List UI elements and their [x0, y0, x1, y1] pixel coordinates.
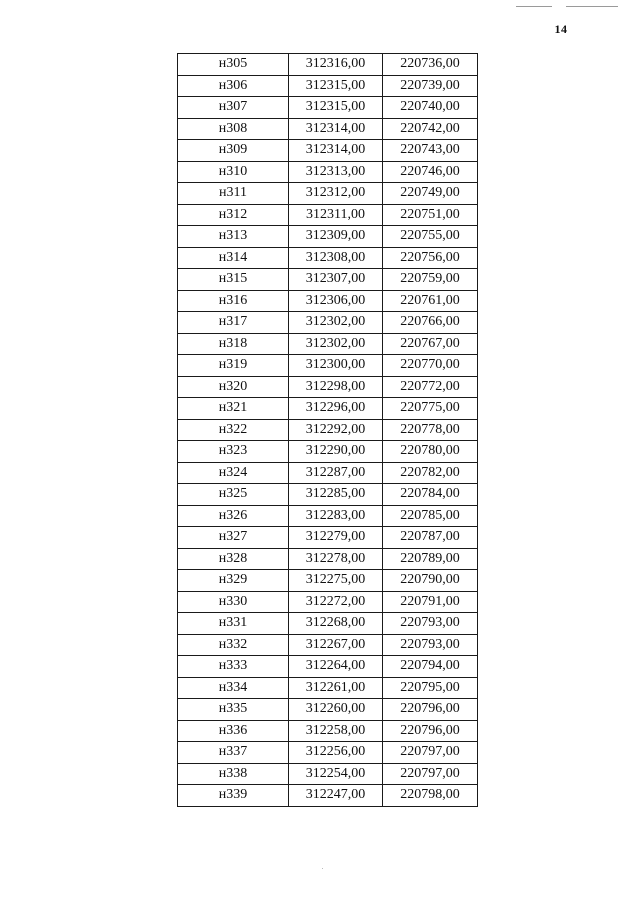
x-coordinate-cell: 312290,00: [289, 441, 383, 463]
table-row: [178, 699, 478, 721]
table-row: [178, 419, 478, 441]
point-id-cell: н330: [178, 591, 289, 613]
table-row: [178, 527, 478, 549]
table-row: [178, 204, 478, 226]
y-coordinate-cell: 220797,00: [383, 763, 478, 785]
x-coordinate-cell: 312278,00: [289, 548, 383, 570]
table-row: [178, 763, 478, 785]
point-id-cell: н328: [178, 548, 289, 570]
point-id-cell: н322: [178, 419, 289, 441]
table-row: [178, 441, 478, 463]
table-row: [178, 75, 478, 97]
table-row: [178, 161, 478, 183]
x-coordinate-cell: 312292,00: [289, 419, 383, 441]
y-coordinate-cell: 220739,00: [383, 75, 478, 97]
x-coordinate-cell: 312261,00: [289, 677, 383, 699]
x-coordinate-cell: 312312,00: [289, 183, 383, 205]
table-row: [178, 785, 478, 807]
point-id-cell: н324: [178, 462, 289, 484]
table-row: [178, 54, 478, 76]
point-id-cell: н311: [178, 183, 289, 205]
point-id-cell: н320: [178, 376, 289, 398]
y-coordinate-cell: 220795,00: [383, 677, 478, 699]
y-coordinate-cell: 220794,00: [383, 656, 478, 678]
y-coordinate-cell: 220778,00: [383, 419, 478, 441]
y-coordinate-cell: 220767,00: [383, 333, 478, 355]
coordinates-table-body: [178, 54, 478, 807]
y-coordinate-cell: 220761,00: [383, 290, 478, 312]
point-id-cell: н312: [178, 204, 289, 226]
table-row: [178, 548, 478, 570]
page-number: 14: [554, 22, 568, 36]
x-coordinate-cell: 312302,00: [289, 333, 383, 355]
point-id-cell: н321: [178, 398, 289, 420]
x-coordinate-cell: 312308,00: [289, 247, 383, 269]
x-coordinate-cell: 312283,00: [289, 505, 383, 527]
point-id-cell: н333: [178, 656, 289, 678]
table-row: [178, 226, 478, 248]
point-id-cell: н336: [178, 720, 289, 742]
table-row: [178, 333, 478, 355]
table-row: [178, 97, 478, 119]
table-row: [178, 118, 478, 140]
x-coordinate-cell: 312254,00: [289, 763, 383, 785]
point-id-cell: н313: [178, 226, 289, 248]
y-coordinate-cell: 220785,00: [383, 505, 478, 527]
point-id-cell: н335: [178, 699, 289, 721]
y-coordinate-cell: 220791,00: [383, 591, 478, 613]
table-row: [178, 570, 478, 592]
x-coordinate-cell: 312306,00: [289, 290, 383, 312]
x-coordinate-cell: 312272,00: [289, 591, 383, 613]
x-coordinate-cell: 312298,00: [289, 376, 383, 398]
y-coordinate-cell: 220793,00: [383, 634, 478, 656]
x-coordinate-cell: 312256,00: [289, 742, 383, 764]
point-id-cell: н318: [178, 333, 289, 355]
y-coordinate-cell: 220784,00: [383, 484, 478, 506]
table-row: [178, 591, 478, 613]
x-coordinate-cell: 312287,00: [289, 462, 383, 484]
x-coordinate-cell: 312315,00: [289, 97, 383, 119]
y-coordinate-cell: 220780,00: [383, 441, 478, 463]
x-coordinate-cell: 312279,00: [289, 527, 383, 549]
scan-artifact-line: [516, 6, 552, 7]
y-coordinate-cell: 220746,00: [383, 161, 478, 183]
point-id-cell: н317: [178, 312, 289, 334]
x-coordinate-cell: 312302,00: [289, 312, 383, 334]
table-row: [178, 505, 478, 527]
table-row: [178, 247, 478, 269]
y-coordinate-cell: 220796,00: [383, 720, 478, 742]
point-id-cell: н326: [178, 505, 289, 527]
y-coordinate-cell: 220793,00: [383, 613, 478, 635]
scan-speck: [322, 868, 323, 869]
point-id-cell: н314: [178, 247, 289, 269]
table-row: [178, 140, 478, 162]
table-row: [178, 462, 478, 484]
table-row: [178, 269, 478, 291]
y-coordinate-cell: 220759,00: [383, 269, 478, 291]
point-id-cell: н305: [178, 54, 289, 76]
y-coordinate-cell: 220796,00: [383, 699, 478, 721]
table-row: [178, 183, 478, 205]
x-coordinate-cell: 312275,00: [289, 570, 383, 592]
y-coordinate-cell: 220787,00: [383, 527, 478, 549]
x-coordinate-cell: 312314,00: [289, 118, 383, 140]
x-coordinate-cell: 312311,00: [289, 204, 383, 226]
x-coordinate-cell: 312268,00: [289, 613, 383, 635]
point-id-cell: н307: [178, 97, 289, 119]
point-id-cell: н310: [178, 161, 289, 183]
point-id-cell: н309: [178, 140, 289, 162]
point-id-cell: н315: [178, 269, 289, 291]
table-row: [178, 656, 478, 678]
x-coordinate-cell: 312314,00: [289, 140, 383, 162]
table-row: [178, 355, 478, 377]
table-row: [178, 720, 478, 742]
x-coordinate-cell: 312313,00: [289, 161, 383, 183]
point-id-cell: н323: [178, 441, 289, 463]
point-id-cell: н316: [178, 290, 289, 312]
point-id-cell: н332: [178, 634, 289, 656]
point-id-cell: н339: [178, 785, 289, 807]
y-coordinate-cell: 220798,00: [383, 785, 478, 807]
y-coordinate-cell: 220756,00: [383, 247, 478, 269]
table-row: [178, 312, 478, 334]
point-id-cell: н331: [178, 613, 289, 635]
y-coordinate-cell: 220742,00: [383, 118, 478, 140]
x-coordinate-cell: 312315,00: [289, 75, 383, 97]
y-coordinate-cell: 220766,00: [383, 312, 478, 334]
x-coordinate-cell: 312309,00: [289, 226, 383, 248]
point-id-cell: н337: [178, 742, 289, 764]
x-coordinate-cell: 312316,00: [289, 54, 383, 76]
point-id-cell: н308: [178, 118, 289, 140]
x-coordinate-cell: 312264,00: [289, 656, 383, 678]
point-id-cell: н319: [178, 355, 289, 377]
x-coordinate-cell: 312260,00: [289, 699, 383, 721]
x-coordinate-cell: 312258,00: [289, 720, 383, 742]
table-row: [178, 613, 478, 635]
table-row: [178, 742, 478, 764]
y-coordinate-cell: 220740,00: [383, 97, 478, 119]
point-id-cell: н338: [178, 763, 289, 785]
point-id-cell: н327: [178, 527, 289, 549]
y-coordinate-cell: 220782,00: [383, 462, 478, 484]
x-coordinate-cell: 312300,00: [289, 355, 383, 377]
y-coordinate-cell: 220797,00: [383, 742, 478, 764]
y-coordinate-cell: 220749,00: [383, 183, 478, 205]
y-coordinate-cell: 220790,00: [383, 570, 478, 592]
y-coordinate-cell: 220743,00: [383, 140, 478, 162]
point-id-cell: н306: [178, 75, 289, 97]
coordinates-table: [177, 53, 478, 807]
table-row: [178, 290, 478, 312]
x-coordinate-cell: 312267,00: [289, 634, 383, 656]
x-coordinate-cell: 312296,00: [289, 398, 383, 420]
point-id-cell: н329: [178, 570, 289, 592]
point-id-cell: н325: [178, 484, 289, 506]
y-coordinate-cell: 220736,00: [383, 54, 478, 76]
table-row: [178, 398, 478, 420]
y-coordinate-cell: 220789,00: [383, 548, 478, 570]
x-coordinate-cell: 312285,00: [289, 484, 383, 506]
x-coordinate-cell: 312247,00: [289, 785, 383, 807]
x-coordinate-cell: 312307,00: [289, 269, 383, 291]
table-row: [178, 376, 478, 398]
y-coordinate-cell: 220775,00: [383, 398, 478, 420]
y-coordinate-cell: 220751,00: [383, 204, 478, 226]
scan-artifact-line: [566, 6, 618, 7]
table-row: [178, 634, 478, 656]
table-row: [178, 677, 478, 699]
y-coordinate-cell: 220770,00: [383, 355, 478, 377]
table-row: [178, 484, 478, 506]
y-coordinate-cell: 220772,00: [383, 376, 478, 398]
y-coordinate-cell: 220755,00: [383, 226, 478, 248]
point-id-cell: н334: [178, 677, 289, 699]
